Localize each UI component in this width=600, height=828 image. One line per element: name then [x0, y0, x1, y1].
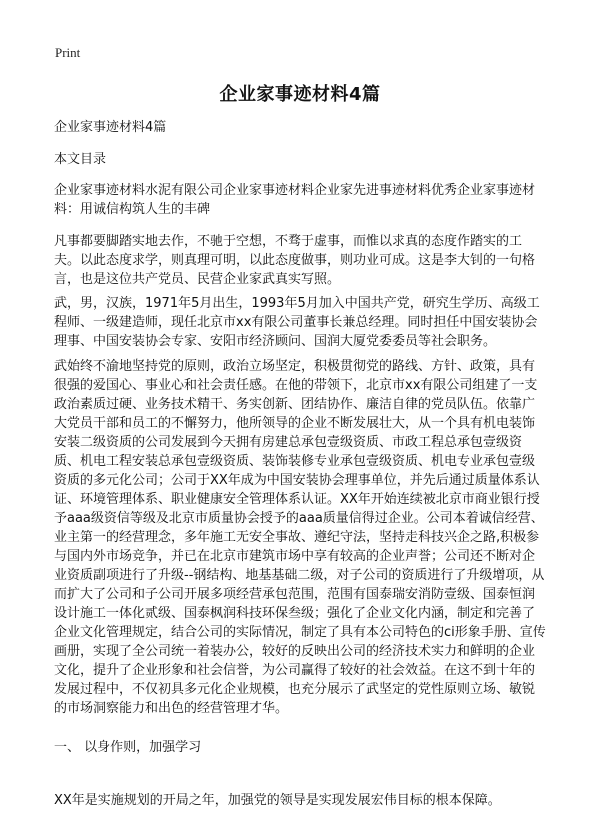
paragraph-motto: 凡事都要脚踏实地去作，不驰于空想，不骛于虚事，而惟以求真的态度作踏实的工夫。以此态度求学，则真理可明，以此态度做事，则功业可成。这是李大钊的一句格言，也是这位共产党员、民营企业家武真实写照。 [54, 234, 536, 287]
paragraph-plan: XX年是实施规划的开局之年，加强党的领导是实现发展宏伟目标的根本保障。 [54, 793, 501, 808]
page-title: 企业家事迹材料4篇 [219, 84, 381, 105]
toc-item: 企业家事迹材料水泥有限公司企业家事迹材料企业家先进事迹材料优秀企业家事迹材料：用诚信构筑人生的丰碑 [54, 183, 536, 217]
toc-heading: 本文目录 [54, 152, 107, 167]
section-heading: 一、 以身作则，加强学习 [54, 740, 202, 755]
paragraph-achievements: 武始终不渝地坚持党的原则，政治立场坚定，积极贯彻党的路线、方针、政策，具有很强的爱国心、事业心和社会责任感。在他的带领下，北京市xx有限公司组建了一支政治素质过硬、业务技术精干、务实创新、团结协作、廉洁自律的党员队伍。依靠广大党员干部和员工的不懈努力，他所领导的企业不断发展壮大，从一个具有机电装饰安装二级资质的公司发展到今天拥有房建总承包壹级资质、市政工程总承包壹级资质、机电工程安装总承包壹级资质、装饰装修专业承包壹级资质、机电专业承包壹级资质的多元化公司；公司于XX年成为中国安装协会理事单位，并先后通过质量体系认证、环境管理体系、职业健康安全管理体系认证。XX年开始连续被北京市商业银行授予aaa级资信等级及北京市质量协会授予的aaa质量信得过企业。公司本着诚信经营、业主第一的经营理念，多年施工无安全事故、遵纪守法，坚持走科技兴企之路,积极参与国内外市场竞争，并已在北京市建筑市场中享有较高的企业声誉；公司还不断对企业资质副项进行了升级--钢结构、地基基础二级，对子公司的资质进行了升级增项，从而扩大了公司和子公司开展多项经营承包范围，范围有国泰瑞安消防壹级、国泰恒润设计施工一体化贰级、国泰枫润科技环保叁级；强化了企业文化内涵，制定和完善了企业文化管理规定，结合公司的实际情况，制定了具有本公司特色的ci形象手册、宣传画册，实现了全公司统一着装办公，较好的反映出公司的经济技术实力和鲜明的企业文化，提升了企业形象和社会信誉，为公司赢得了较好的社会效益。在这不到十年的发展过程中，不仅初具多元化企业规模，也充分展示了武坚定的党性原则立场、敏锐的市场洞察能力和出色的经营管理才华。 [54, 359, 546, 716]
document-subtitle: 企业家事迹材料4篇 [54, 120, 167, 135]
print-label: Print [55, 45, 81, 60]
paragraph-bio: 武，男，汉族，1971年5月出生，1993年5月加入中国共产党，研究生学历、高级工程师、一级建造师，现任北京市xx有限公司董事长兼总经理。同时担任中国安装协会理事、中国安装协会专家、安阳市经济顾问、国润大厦党委委员等社会职务。 [54, 296, 540, 349]
